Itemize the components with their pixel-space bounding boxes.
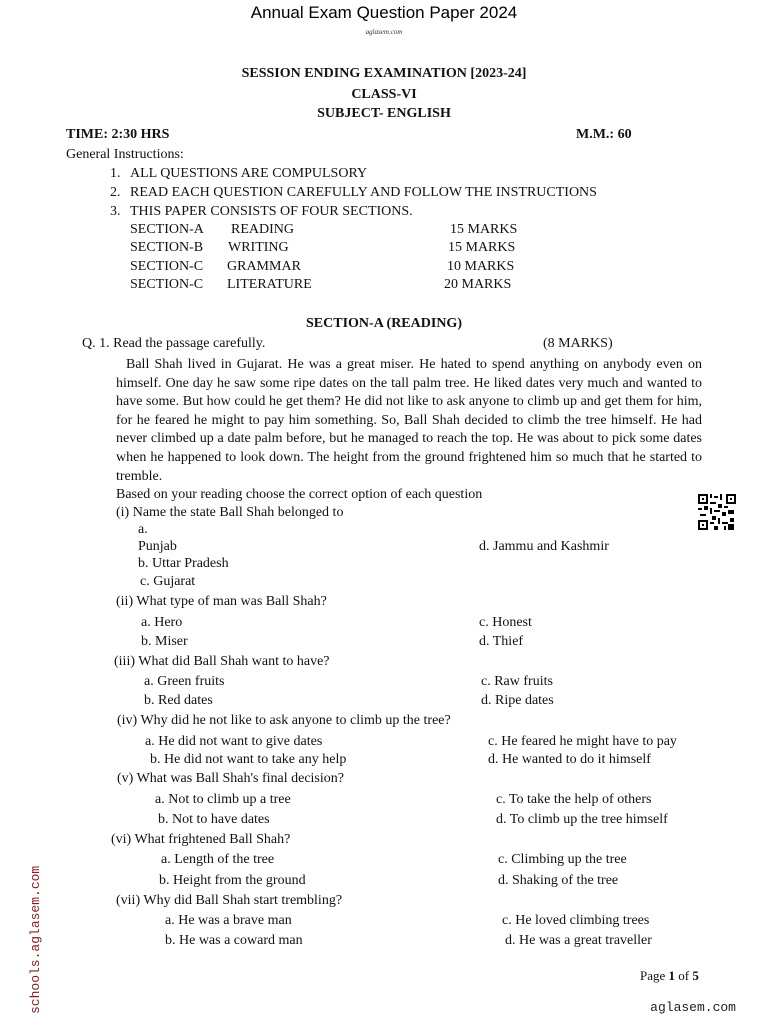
section-row-name: SECTION-C	[130, 277, 204, 292]
option-c: c. Climbing up the tree	[498, 852, 627, 867]
exam-subject: SUBJECT- ENGLISH	[317, 106, 451, 121]
instruction-number: 1.	[110, 166, 121, 181]
mcq-intro: Based on your reading choose the correct option of each question	[116, 487, 483, 502]
option-a-label: a.	[138, 522, 148, 537]
option-d: d. Thief	[479, 634, 524, 649]
exam-title: SESSION ENDING EXAMINATION [2023-24]	[241, 66, 527, 81]
section-row-name: SECTION-B	[130, 240, 204, 255]
page-header-title: Annual Exam Question Paper 2024	[250, 3, 518, 22]
option-b: b. Red dates	[144, 693, 213, 708]
section-row-marks: 20 MARKS	[444, 277, 512, 292]
option-d: d. He wanted to do it himself	[488, 752, 651, 767]
question-text: (vii) Why did Ball Shah start trembling?	[116, 893, 343, 908]
option-b: b. He was a coward man	[165, 933, 303, 948]
option-d: d. To climb up the tree himself	[496, 812, 668, 827]
option-a: a. Green fruits	[144, 674, 225, 689]
option-b: b. Not to have dates	[158, 812, 270, 827]
option-b: b. Uttar Pradesh	[138, 556, 229, 571]
option-b: b. Height from the ground	[159, 873, 306, 888]
option-c: c. Honest	[479, 615, 532, 630]
question-1-marks: (8 MARKS)	[543, 336, 613, 351]
option-a: a. Hero	[141, 615, 183, 630]
exam-max-marks: M.M.: 60	[576, 127, 632, 142]
section-row-topic: GRAMMAR	[227, 259, 301, 274]
question-text: (v) What was Ball Shah's final decision?	[117, 771, 344, 786]
instruction-text: READ EACH QUESTION CAREFULLY AND FOLLOW THE INSTRUCTIONS	[130, 185, 597, 200]
page-total: 5	[692, 968, 699, 983]
option-a: a. He was a brave man	[165, 913, 292, 928]
page-of-word: of	[675, 968, 693, 983]
option-a: a. Not to climb up a tree	[155, 792, 291, 807]
section-row-topic: READING	[231, 222, 294, 237]
instruction-number: 3.	[110, 204, 121, 219]
option-d: d. Ripe dates	[481, 693, 554, 708]
qr-code-icon[interactable]	[698, 494, 736, 530]
section-row-topic: LITERATURE	[227, 277, 312, 292]
side-watermark-link[interactable]: schools.aglasem.com	[28, 865, 43, 1014]
question-1-label: Q. 1. Read the passage carefully.	[82, 336, 266, 351]
section-row-name: SECTION-C	[130, 259, 204, 274]
reading-passage: Ball Shah lived in Gujarat. He was a great miser. He hated to spend anything on anybody even on himself. One day he saw some ripe dates on the tall palm tree. He liked dates very much and wanted to have some. But how could he get them? He did not like to ask anyone to climb up and get them for him, for he feared he might to pay him something. So, Ball Shah decided to climb the tree himself. He had never climbed up a date palm before, but he managed to reach the top. He was about to pick some dates when he happened to look down. The height from the ground frightened him so much that he started to tremble.	[116, 357, 702, 484]
section-row-marks: 15 MARKS	[448, 240, 516, 255]
option-d: d. He was a great traveller	[505, 933, 652, 948]
section-row-topic: WRITING	[228, 240, 289, 255]
question-text: (iv) Why did he not like to ask anyone to climb up the tree?	[117, 713, 451, 728]
instruction-text: ALL QUESTIONS ARE COMPULSORY	[130, 166, 368, 181]
question-text: (iii) What did Ball Shah want to have?	[114, 654, 330, 669]
section-a-title: SECTION-A (READING)	[306, 316, 462, 331]
option-b: b. He did not want to take any help	[150, 752, 347, 767]
instruction-number: 2.	[110, 185, 121, 200]
instructions-heading: General Instructions:	[66, 147, 184, 162]
page-number	[640, 968, 699, 984]
section-row-marks: 10 MARKS	[447, 259, 515, 274]
exam-time: TIME: 2:30 HRS	[66, 127, 170, 142]
question-text: (i) Name the state Ball Shah belonged to	[116, 505, 344, 520]
option-d: d. Shaking of the tree	[498, 873, 619, 888]
question-text: (vi) What frightened Ball Shah?	[111, 832, 291, 847]
exam-class: CLASS-VI	[351, 87, 417, 102]
question-text: (ii) What type of man was Ball Shah?	[116, 594, 327, 609]
page-word: Page	[640, 968, 669, 983]
option-c: c. He feared he might have to pay	[488, 734, 677, 749]
option-c: c. Raw fruits	[481, 674, 553, 689]
section-row-name: SECTION-A	[130, 222, 204, 237]
section-row-marks: 15 MARKS	[450, 222, 518, 237]
option-a: Punjab	[138, 539, 177, 554]
option-c: c. He loved climbing trees	[502, 913, 650, 928]
option-c: c. Gujarat	[140, 574, 196, 589]
option-a: a. He did not want to give dates	[145, 734, 323, 749]
footer-site-link[interactable]: aglasem.com	[650, 1000, 736, 1015]
instruction-text: THIS PAPER CONSISTS OF FOUR SECTIONS.	[130, 204, 413, 219]
header-watermark: aglasem.com	[365, 28, 403, 36]
option-a: a. Length of the tree	[161, 852, 275, 867]
option-d: d. Jammu and Kashmir	[479, 539, 609, 554]
option-c: c. To take the help of others	[496, 792, 652, 807]
page-current: 1	[668, 968, 676, 983]
option-b: b. Miser	[141, 634, 188, 649]
